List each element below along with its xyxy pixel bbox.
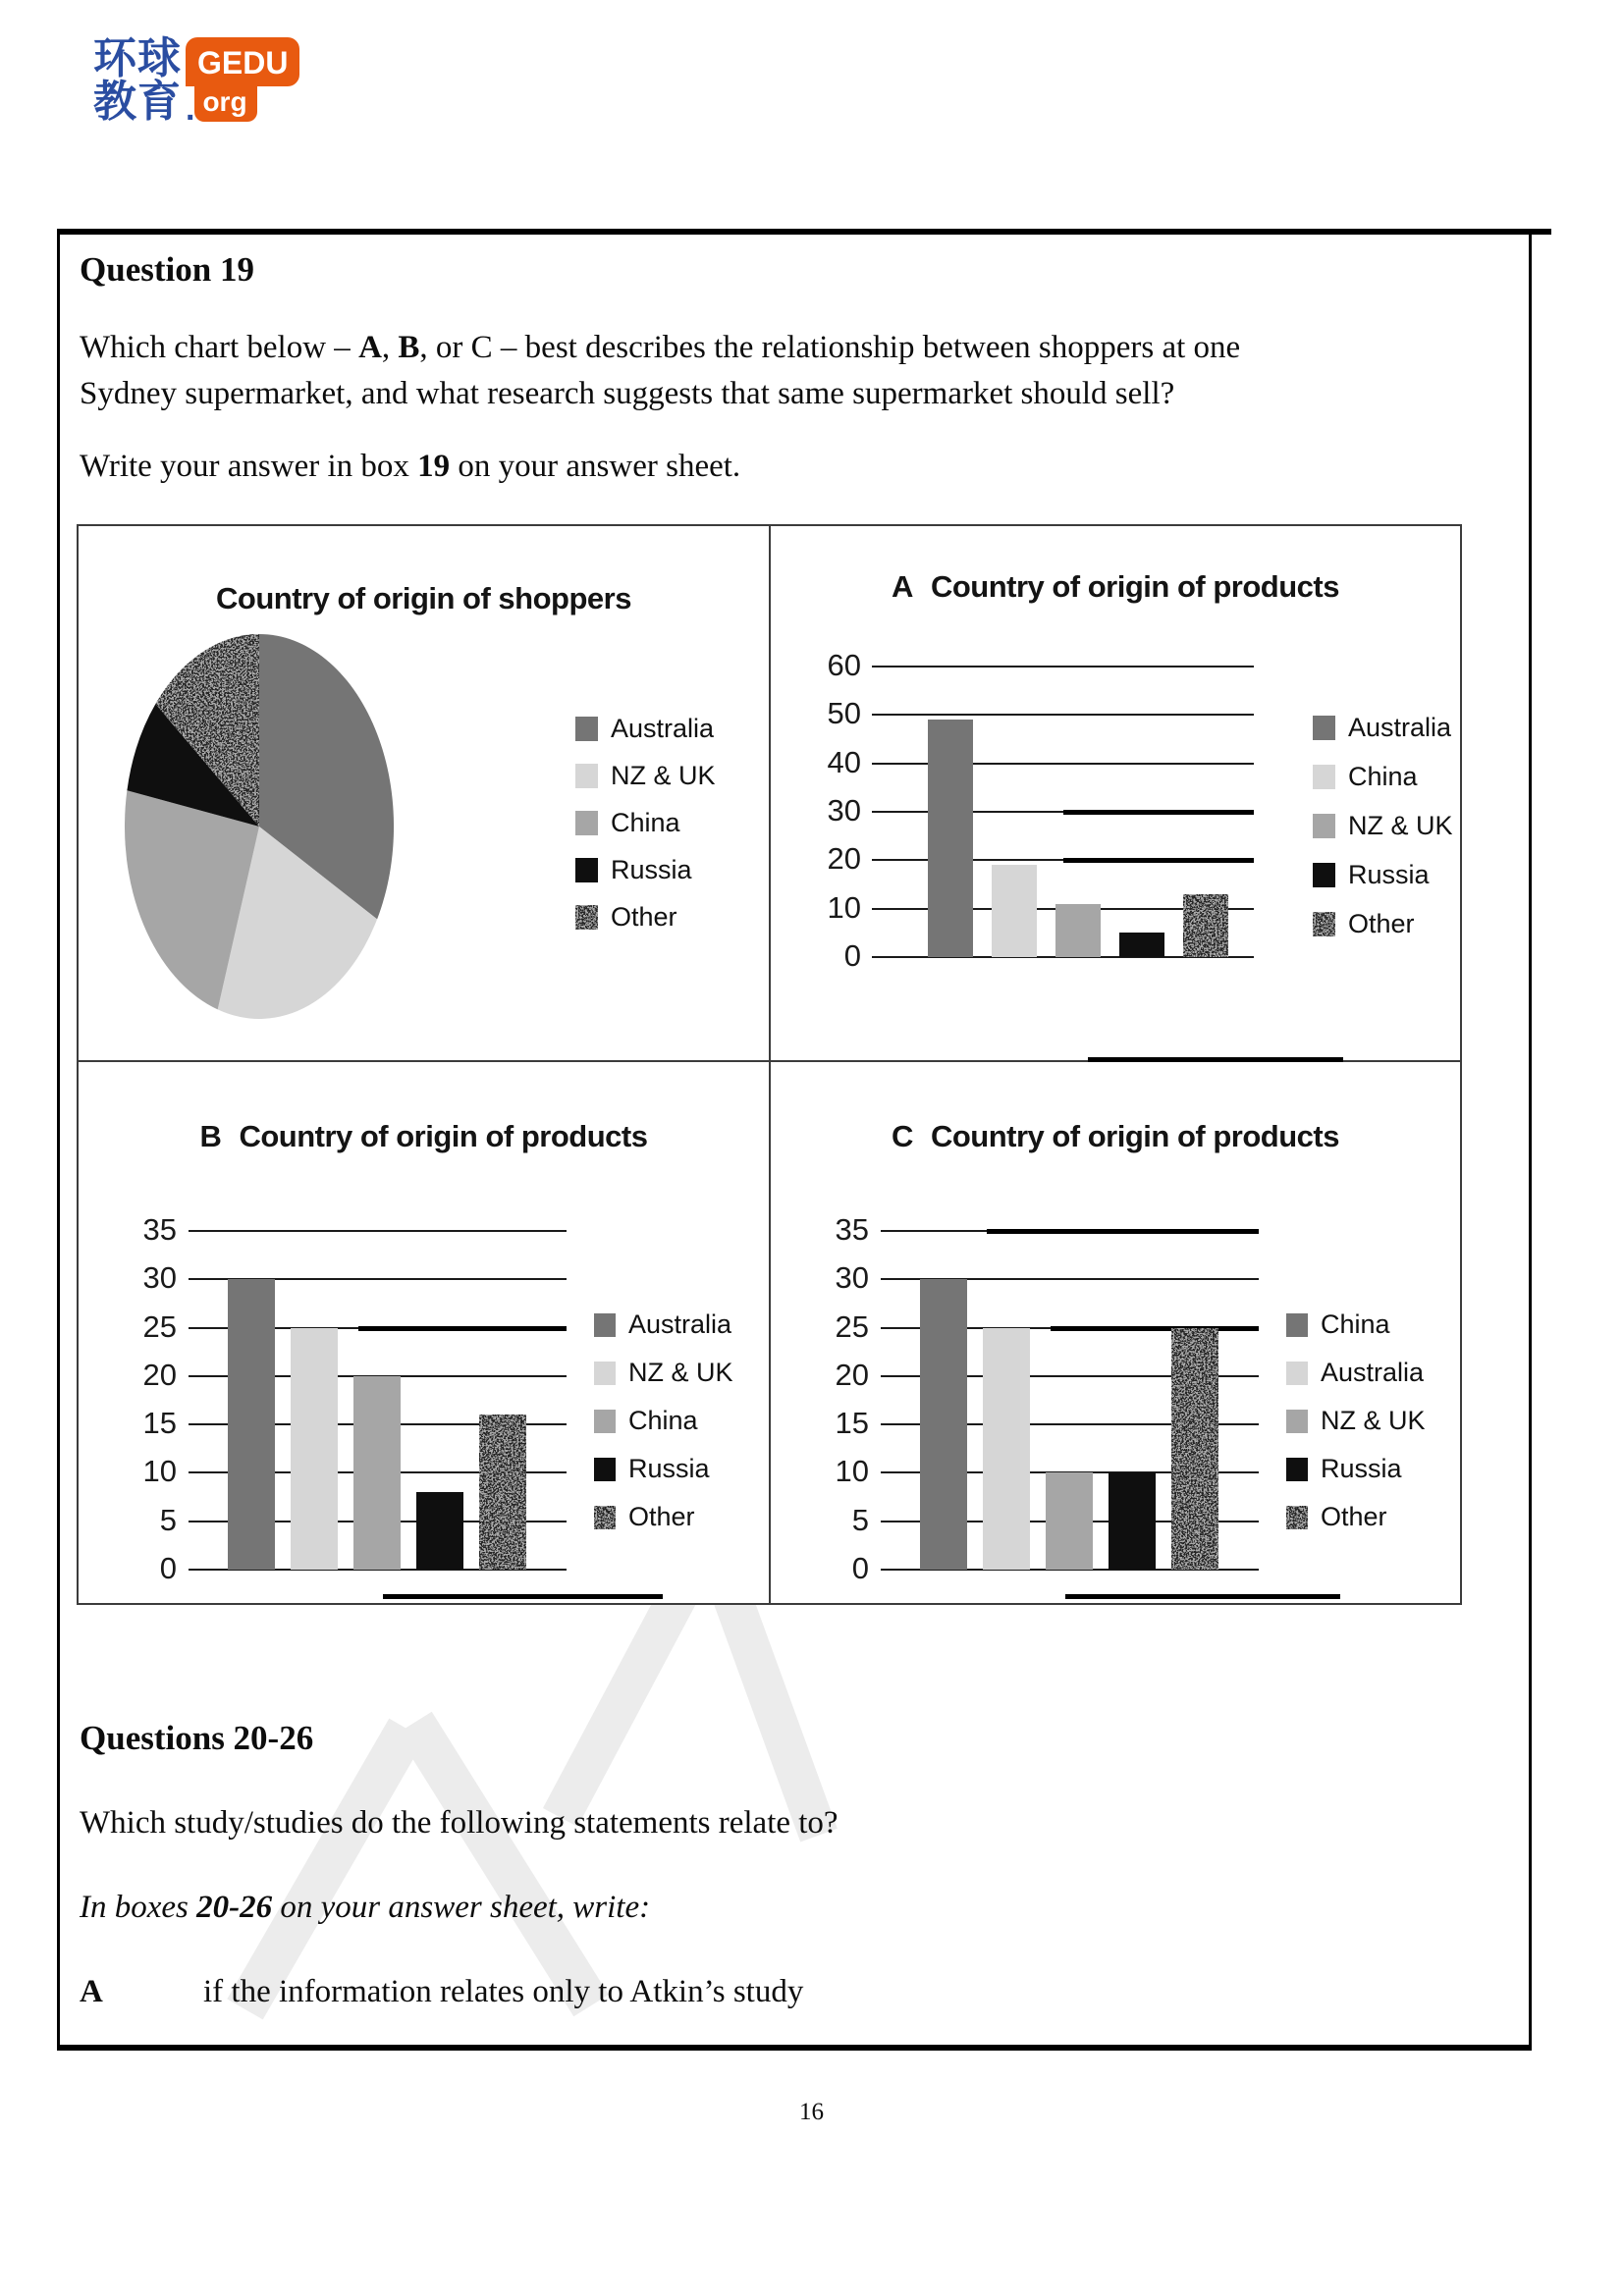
legend-item-australia (575, 705, 716, 752)
question-19-heading: Question 19 (80, 250, 254, 289)
scan-artifact-line (1065, 1594, 1340, 1599)
y-tick-label: 10 (142, 1454, 177, 1489)
legend-item-russia (594, 1445, 733, 1493)
y-tick-label: 35 (142, 1212, 177, 1247)
legend-swatch-china (575, 811, 598, 835)
legend-label: Australia (1321, 1358, 1425, 1387)
bar-other (1171, 1328, 1218, 1570)
legend-label: NZ & UK (628, 1358, 733, 1387)
legend-item-australia (1286, 1349, 1426, 1397)
chart-figure (77, 524, 1462, 1605)
y-tick-label: 0 (851, 1551, 869, 1585)
chart-title-text: Country of origin of products (930, 1119, 1339, 1153)
bar-chart-a-legend (1313, 703, 1453, 948)
legend-item-nz-uk (1286, 1397, 1426, 1445)
y-tick-label: 5 (159, 1502, 177, 1537)
y-tick-label: 30 (835, 1260, 869, 1296)
y-tick-label: 25 (142, 1308, 177, 1344)
legend-swatch-other (575, 905, 598, 930)
instruction-part: In boxes (80, 1890, 197, 1925)
legend-label: Russia (1321, 1454, 1402, 1483)
legend-swatch-russia (594, 1458, 616, 1481)
legend-label: Other (628, 1502, 695, 1531)
legend-label: Australia (1348, 712, 1452, 742)
chart-title-text: Country of origin of products (239, 1119, 648, 1153)
bar-nz-uk (291, 1328, 338, 1570)
questions-20-26-instruction (80, 1890, 650, 1926)
legend-swatch-nz-uk (1313, 814, 1335, 838)
legend-label: Other (611, 901, 677, 932)
questions-20-26-text: Which study/studies do the following statements relate to? (80, 1805, 839, 1841)
y-tick-label: 0 (159, 1551, 177, 1585)
legend-item-china (1313, 752, 1453, 801)
bar-russia (1119, 933, 1164, 957)
bar-russia (1109, 1472, 1156, 1570)
legend-item-china (1286, 1301, 1426, 1349)
legend-item-nz-uk (575, 752, 716, 799)
chart-letter: C (892, 1119, 913, 1153)
logo-bubble-group (186, 37, 299, 128)
bar-chart-c-legend (1286, 1301, 1426, 1541)
instruction-part: on your answer sheet. (450, 449, 741, 484)
questions-20-26-heading: Questions 20-26 (80, 1719, 314, 1757)
legend-label: NZ & UK (1348, 810, 1453, 840)
legend-label: China (1321, 1309, 1390, 1339)
question-19-text (80, 325, 1498, 417)
y-tick-label: 35 (835, 1212, 869, 1247)
instruction-part: on your answer sheet, write: (272, 1890, 651, 1925)
logo-org-dot: . (186, 90, 195, 128)
legend-label: Australia (628, 1309, 732, 1339)
legend-label: NZ & UK (1321, 1406, 1426, 1435)
legend-item-china (594, 1397, 733, 1445)
gridline-35 (189, 1230, 567, 1232)
legend-label: Other (1348, 908, 1415, 938)
legend-item-russia (1286, 1445, 1426, 1493)
scan-artifact-line (383, 1594, 663, 1599)
scan-artifact-line (1063, 810, 1255, 815)
bar-nz-uk (1055, 904, 1101, 957)
scan-artifact-line (358, 1326, 567, 1331)
y-tick-label: 20 (142, 1357, 177, 1392)
pie-legend (575, 705, 716, 940)
legend-swatch-russia (1286, 1458, 1308, 1481)
legend-item-nz-uk (594, 1349, 733, 1397)
bar-australia (928, 720, 973, 957)
bar-russia (416, 1492, 463, 1570)
legend-item-russia (1313, 850, 1453, 899)
logo-chinese-text (93, 33, 182, 127)
legend-swatch-nz-uk (1286, 1410, 1308, 1433)
legend-item-china (575, 799, 716, 846)
legend-item-other (1286, 1493, 1426, 1541)
box-number: 19 (417, 449, 451, 484)
question-19-instruction (80, 449, 740, 485)
legend-item-nz-uk (1313, 801, 1453, 850)
bar-chart-b-legend (594, 1301, 733, 1541)
question-frame (57, 229, 1532, 2051)
bar-australia (983, 1328, 1030, 1570)
y-tick-label: 5 (851, 1502, 869, 1537)
y-tick-label: 40 (827, 744, 861, 779)
q19-text-line2: Sydney supermarket, and what research suggests that same supermarket should sell? (80, 376, 1175, 411)
legend-item-australia (1313, 703, 1453, 752)
legend-label: Other (1321, 1502, 1387, 1531)
bar-china (992, 865, 1037, 957)
y-tick-label: 20 (835, 1357, 869, 1392)
logo-org-row (186, 86, 257, 128)
y-tick-label: 30 (827, 793, 861, 828)
y-tick-label: 15 (142, 1406, 177, 1441)
legend-label: Australia (611, 713, 715, 743)
legend-swatch-other (1313, 912, 1335, 936)
legend-swatch-australia (1313, 716, 1335, 740)
legend-label: Russia (1348, 859, 1430, 889)
legend-item-other (594, 1493, 733, 1541)
legend-swatch-australia (594, 1313, 616, 1337)
legend-swatch-other (1286, 1506, 1308, 1529)
legend-label: China (611, 807, 680, 837)
logo-cn-line1: 环球 (93, 33, 182, 83)
legend-swatch-russia (575, 858, 598, 882)
legend-label: Russia (611, 854, 692, 884)
legend-swatch-china (1286, 1313, 1308, 1337)
legend-item-other (575, 893, 716, 940)
page-number: 16 (799, 2099, 824, 2125)
legend-item-russia (575, 846, 716, 893)
gridline-60 (872, 666, 1254, 667)
logo-org-tab: org (194, 86, 256, 122)
box-range: 20-26 (196, 1890, 273, 1925)
y-tick-label: 20 (827, 841, 861, 877)
legend-swatch-other (594, 1506, 616, 1529)
q19-option-b: B (398, 330, 420, 365)
option-a-text: if the information relates only to Atkin’s study (203, 1974, 804, 2009)
legend-label: China (1348, 761, 1418, 791)
legend-swatch-australia (575, 717, 598, 741)
y-tick-label: 30 (142, 1260, 177, 1296)
chart-letter: A (892, 569, 913, 604)
bar-chart-b-panel (79, 1060, 771, 1603)
q19-option-a: A (358, 330, 382, 365)
gedu-logo (93, 33, 299, 128)
y-tick-label: 50 (827, 696, 861, 731)
logo-cn-line2: 教育 (93, 77, 182, 127)
option-a-row (80, 1974, 803, 2010)
bar-chart-a-title (771, 569, 1460, 605)
scan-artifact-line (1088, 1057, 1343, 1062)
instruction-part: Write your answer in box (80, 449, 418, 484)
q19-text-part: Which chart below – (80, 330, 359, 365)
y-tick-label: 25 (835, 1308, 869, 1344)
bar-chart-c-panel (771, 1060, 1460, 1603)
y-tick-label: 60 (827, 648, 861, 682)
bar-chart-b-title (79, 1119, 769, 1154)
legend-label: China (628, 1406, 698, 1435)
legend-swatch-russia (1313, 863, 1335, 887)
scan-artifact-line (1051, 1326, 1259, 1331)
bar-chart-a-panel (771, 526, 1460, 1060)
chart-title-text: Country of origin of products (930, 569, 1339, 604)
logo-gedu-bubble: GEDU (186, 37, 299, 86)
chart-letter: B (199, 1119, 222, 1153)
legend-item-australia (594, 1301, 733, 1349)
q19-text-part: , or C – best describes the relationship between shoppers at one (419, 330, 1241, 365)
bar-nz-uk (1046, 1472, 1093, 1570)
legend-item-other (1313, 899, 1453, 948)
legend-swatch-china (1313, 765, 1335, 789)
bar-china (353, 1376, 401, 1570)
pie-chart-title: Country of origin of shoppers (216, 581, 631, 615)
y-tick-label: 10 (835, 1454, 869, 1489)
y-tick-label: 15 (835, 1406, 869, 1441)
bar-australia (228, 1279, 275, 1570)
bar-china (920, 1279, 967, 1570)
pie-chart-panel (79, 526, 771, 1060)
q19-text-part: , (381, 330, 399, 365)
legend-label: NZ & UK (611, 760, 716, 790)
y-tick-label: 0 (843, 938, 861, 973)
frame-border-overshoot (1526, 229, 1551, 235)
legend-swatch-nz-uk (575, 764, 598, 788)
legend-swatch-china (594, 1410, 616, 1433)
legend-label: Russia (628, 1454, 710, 1483)
legend-swatch-australia (1286, 1362, 1308, 1385)
legend-swatch-nz-uk (594, 1362, 616, 1385)
gridline-50 (872, 714, 1254, 716)
bar-other (479, 1415, 526, 1570)
scan-artifact-line (987, 1229, 1259, 1234)
bar-chart-c-title (771, 1119, 1460, 1154)
option-a-letter: A (80, 1974, 103, 2009)
bar-other (1183, 894, 1228, 957)
y-tick-label: 10 (827, 889, 861, 925)
scan-artifact-line (1063, 858, 1255, 863)
